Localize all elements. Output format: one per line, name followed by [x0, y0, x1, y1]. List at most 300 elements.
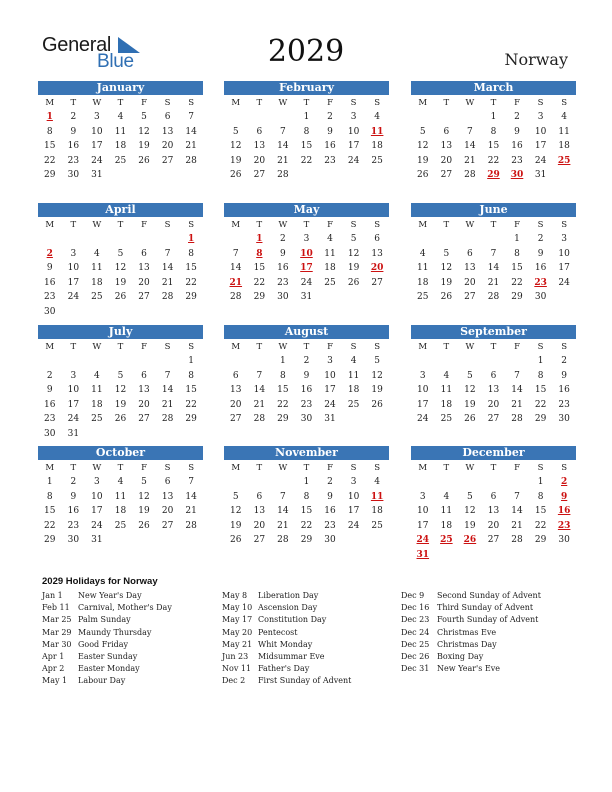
weekday-label: M [418, 463, 428, 473]
holiday-row [42, 639, 217, 651]
weekday-label: S [561, 342, 568, 352]
holiday-date: Feb 11 [42, 603, 70, 613]
day-cell: 6 [374, 234, 381, 244]
holiday-day-cell: 25 [440, 535, 453, 546]
day-cell: 20 [253, 155, 266, 166]
weekday-label: T [303, 98, 310, 108]
day-cell: 12 [417, 141, 429, 152]
holiday-day-cell: 23 [557, 520, 571, 531]
day-cell: 2 [70, 112, 77, 122]
holiday-date: Dec 31 [401, 664, 430, 674]
day-cell: 23 [300, 399, 313, 410]
weekday-label: S [350, 98, 357, 108]
day-grid [224, 232, 389, 305]
weekday-label: T [256, 463, 263, 473]
day-cell: 28 [277, 170, 289, 181]
holiday-name: Easter Sunday [78, 651, 138, 661]
weekday-label: T [490, 98, 497, 108]
day-cell: 28 [161, 414, 174, 425]
day-cell: 22 [185, 277, 197, 288]
weekday-label: M [418, 98, 428, 108]
holiday-name: Midsummar Eve [258, 651, 325, 661]
day-cell: 15 [253, 263, 266, 274]
holiday-day-cell: 1 [256, 234, 263, 244]
day-cell: 12 [230, 141, 242, 152]
day-cell: 18 [91, 277, 103, 288]
empty-day-cell [505, 475, 529, 490]
day-cell: 24 [91, 155, 103, 166]
holiday-date: Nov 11 [222, 664, 252, 674]
day-cell: 27 [464, 292, 476, 303]
day-cell: 11 [91, 385, 103, 396]
day-cell: 5 [141, 477, 147, 487]
day-cell: 31 [67, 428, 80, 439]
weekday-header-row [411, 96, 576, 110]
day-cell: 29 [185, 292, 197, 303]
empty-day-cell [411, 232, 435, 247]
day-cell: 17 [67, 277, 80, 288]
holiday-day-cell: 31 [416, 549, 430, 560]
month-july [38, 325, 203, 442]
day-cell: 31 [534, 170, 547, 181]
holiday-name: Liberation Day [258, 591, 319, 600]
holiday-day-cell: 16 [557, 506, 571, 517]
day-cell: 10 [91, 126, 103, 137]
day-cell: 29 [534, 414, 547, 425]
day-cell: 15 [487, 141, 500, 152]
weekday-label: T [490, 220, 497, 230]
weekday-label: F [514, 98, 520, 108]
day-cell: 22 [253, 277, 266, 288]
weekday-label: W [465, 220, 475, 230]
day-cell: 29 [534, 535, 547, 546]
day-cell: 18 [114, 506, 127, 517]
day-cell: 26 [114, 292, 127, 303]
day-grid [224, 354, 389, 427]
day-cell: 4 [374, 477, 381, 487]
day-cell: 4 [374, 112, 381, 122]
day-cell: 11 [440, 506, 453, 517]
holiday-row [401, 639, 576, 651]
weekday-label: F [327, 220, 333, 230]
holiday-row [42, 663, 217, 675]
empty-day-cell [411, 110, 435, 125]
day-cell: 2 [327, 112, 333, 122]
day-cell: 27 [161, 155, 174, 166]
holiday-day-cell: 23 [534, 277, 547, 288]
day-cell: 20 [161, 506, 174, 517]
day-cell: 5 [467, 370, 473, 381]
day-cell: 5 [419, 126, 426, 137]
weekday-label: S [164, 220, 171, 230]
day-cell: 30 [67, 170, 80, 181]
holiday-row [42, 614, 217, 626]
holiday-date: May 8 [222, 591, 248, 600]
day-grid [38, 354, 203, 442]
holiday-row [222, 639, 397, 651]
day-cell: 19 [230, 520, 242, 531]
holiday-date: May 10 [222, 603, 253, 613]
day-cell: 13 [487, 385, 500, 396]
weekday-label: S [350, 342, 357, 352]
day-cell: 4 [94, 248, 100, 259]
holiday-day-cell: 20 [370, 263, 384, 274]
day-cell: 14 [161, 263, 174, 274]
month-header: September [411, 325, 576, 339]
day-cell: 11 [114, 126, 127, 137]
day-cell: 9 [46, 263, 53, 274]
day-cell: 26 [347, 277, 360, 288]
day-cell: 13 [230, 385, 242, 396]
weekday-label: T [303, 342, 310, 352]
weekday-label: M [231, 463, 241, 473]
day-cell: 16 [44, 277, 56, 288]
day-cell: 25 [371, 520, 383, 531]
weekday-label: W [92, 463, 102, 473]
day-cell: 30 [67, 535, 80, 546]
day-cell: 10 [67, 263, 80, 274]
empty-day-cell [458, 232, 482, 247]
day-cell: 9 [537, 248, 544, 259]
day-cell: 16 [534, 263, 547, 274]
day-cell: 9 [70, 491, 77, 502]
empty-day-cell [109, 354, 133, 369]
day-cell: 24 [417, 414, 429, 425]
day-cell: 28 [464, 170, 476, 181]
empty-day-cell [62, 232, 86, 247]
holiday-date: Dec 24 [401, 627, 430, 637]
day-cell: 17 [324, 385, 336, 396]
weekday-label: W [92, 342, 102, 352]
day-cell: 3 [94, 112, 100, 122]
day-cell: 1 [537, 477, 544, 487]
holiday-row [222, 627, 397, 639]
day-cell: 4 [443, 491, 450, 502]
day-cell: 14 [277, 141, 289, 152]
day-cell: 7 [514, 491, 520, 502]
day-cell: 3 [303, 234, 310, 244]
weekday-label: S [164, 342, 171, 352]
day-cell: 27 [138, 292, 150, 303]
day-cell: 20 [230, 399, 242, 410]
month-header: July [38, 325, 203, 339]
weekday-label: M [231, 98, 241, 108]
day-cell: 13 [440, 141, 453, 152]
weekday-label: M [45, 463, 55, 473]
day-cell: 3 [70, 248, 77, 259]
day-cell: 23 [511, 155, 523, 166]
weekday-label: W [278, 220, 288, 230]
month-header: December [411, 446, 576, 460]
month-header: April [38, 203, 203, 217]
day-cell: 27 [161, 520, 174, 531]
weekday-label: W [465, 463, 475, 473]
holiday-column [42, 590, 217, 688]
day-cell: 10 [534, 126, 547, 137]
day-cell: 30 [44, 306, 56, 317]
day-cell: 10 [347, 491, 360, 502]
day-cell: 8 [303, 126, 310, 137]
day-cell: 10 [67, 385, 80, 396]
holiday-name: Christmas Day [437, 639, 497, 649]
weekday-label: M [45, 98, 55, 108]
holiday-date: Dec 26 [401, 651, 430, 661]
country-name: Norway [504, 50, 568, 69]
day-cell: 23 [277, 277, 289, 288]
day-cell: 3 [561, 234, 568, 244]
day-cell: 16 [67, 506, 80, 517]
day-cell: 17 [347, 506, 360, 517]
day-cell: 8 [514, 248, 520, 259]
day-cell: 30 [558, 535, 570, 546]
day-cell: 2 [303, 356, 310, 366]
holiday-name: New Year's Day [78, 591, 142, 600]
weekday-label: F [141, 463, 147, 473]
empty-day-cell [224, 110, 248, 125]
month-december [411, 446, 576, 563]
day-cell: 1 [537, 356, 544, 366]
day-cell: 7 [164, 248, 171, 259]
weekday-header-row [224, 96, 389, 110]
day-grid [38, 475, 203, 548]
day-cell: 20 [440, 155, 453, 166]
empty-day-cell [271, 110, 295, 125]
day-cell: 28 [161, 292, 174, 303]
day-cell: 10 [417, 506, 429, 517]
day-cell: 27 [487, 535, 500, 546]
empty-day-cell [435, 232, 459, 247]
day-cell: 8 [46, 491, 53, 502]
day-cell: 27 [487, 414, 500, 425]
day-cell: 4 [350, 356, 357, 366]
day-cell: 17 [347, 141, 360, 152]
day-cell: 13 [464, 263, 476, 274]
day-cell: 1 [490, 112, 497, 122]
holiday-row [222, 651, 397, 663]
holiday-name: Constitution Day [258, 615, 327, 625]
weekday-label: S [164, 463, 171, 473]
day-cell: 16 [324, 506, 336, 517]
day-cell: 15 [185, 385, 197, 396]
holiday-date: May 21 [222, 639, 253, 649]
day-cell: 6 [256, 126, 263, 137]
day-cell: 15 [300, 506, 313, 517]
day-cell: 9 [46, 385, 53, 396]
day-cell: 20 [253, 520, 266, 531]
day-cell: 15 [185, 263, 197, 274]
empty-day-cell [458, 354, 482, 369]
logo-blue-text: Blue [97, 51, 134, 72]
month-header: October [38, 446, 203, 460]
holiday-date: Mar 25 [42, 615, 72, 625]
weekday-label: T [70, 98, 77, 108]
day-grid [411, 475, 576, 563]
weekday-header-row [38, 218, 203, 232]
day-cell: 4 [117, 112, 124, 122]
weekday-label: S [188, 98, 195, 108]
day-cell: 1 [303, 477, 310, 487]
month-february [224, 81, 389, 183]
holiday-day-cell: 24 [416, 535, 430, 546]
day-cell: 30 [44, 428, 56, 439]
holiday-day-cell: 2 [561, 477, 568, 487]
day-cell: 21 [464, 155, 476, 166]
holiday-date: May 20 [222, 627, 253, 637]
day-cell: 2 [537, 234, 544, 244]
day-cell: 26 [440, 292, 453, 303]
holiday-column [401, 590, 576, 675]
day-cell: 9 [561, 370, 568, 381]
day-cell: 19 [464, 520, 476, 531]
day-cell: 22 [185, 399, 197, 410]
day-cell: 2 [70, 477, 77, 487]
day-cell: 11 [91, 263, 103, 274]
day-cell: 20 [161, 141, 174, 152]
empty-day-cell [156, 232, 180, 247]
weekday-label: S [350, 220, 357, 230]
day-cell: 19 [417, 155, 429, 166]
day-cell: 24 [347, 520, 360, 531]
day-cell: 7 [280, 491, 286, 502]
holiday-row [222, 590, 397, 602]
day-cell: 27 [253, 535, 266, 546]
day-cell: 27 [230, 414, 242, 425]
day-cell: 6 [443, 126, 450, 137]
day-cell: 31 [300, 292, 313, 303]
day-cell: 18 [114, 141, 127, 152]
day-cell: 18 [417, 277, 429, 288]
weekday-label: F [514, 220, 520, 230]
weekday-label: T [256, 220, 263, 230]
holiday-day-cell: 11 [370, 491, 384, 502]
holiday-name: Labour Day [78, 676, 126, 686]
empty-day-cell [248, 354, 272, 369]
weekday-label: S [188, 220, 195, 230]
day-cell: 14 [253, 385, 266, 396]
day-cell: 28 [185, 155, 197, 166]
day-cell: 28 [253, 414, 266, 425]
empty-day-cell [435, 354, 459, 369]
holiday-row [401, 663, 576, 675]
day-cell: 1 [188, 356, 195, 366]
weekday-label: S [374, 98, 381, 108]
holiday-row [401, 602, 576, 614]
day-cell: 18 [347, 385, 360, 396]
day-cell: 22 [300, 155, 313, 166]
day-cell: 13 [138, 385, 150, 396]
day-cell: 28 [487, 292, 500, 303]
day-cell: 25 [324, 277, 336, 288]
day-cell: 15 [44, 506, 56, 517]
day-cell: 17 [534, 141, 547, 152]
weekday-label: W [465, 98, 475, 108]
day-cell: 6 [164, 477, 171, 487]
weekday-label: S [537, 342, 544, 352]
day-cell: 20 [487, 520, 500, 531]
weekday-label: F [327, 342, 333, 352]
weekday-label: T [70, 342, 77, 352]
holiday-row [222, 675, 397, 687]
weekday-label: S [374, 463, 381, 473]
day-cell: 14 [487, 263, 500, 274]
day-cell: 11 [558, 126, 570, 137]
day-cell: 18 [371, 506, 383, 517]
day-cell: 12 [114, 263, 127, 274]
weekday-label: T [490, 342, 497, 352]
day-cell: 26 [417, 170, 429, 181]
empty-day-cell [482, 232, 506, 247]
day-cell: 6 [490, 491, 497, 502]
day-cell: 1 [514, 234, 520, 244]
day-cell: 29 [300, 535, 313, 546]
day-cell: 19 [464, 399, 476, 410]
day-cell: 7 [188, 112, 195, 122]
weekday-label: S [537, 463, 544, 473]
day-cell: 5 [374, 356, 381, 366]
holiday-date: May 1 [42, 676, 68, 686]
holiday-day-cell: 26 [463, 535, 477, 546]
weekday-label: T [303, 220, 310, 230]
day-cell: 7 [256, 370, 263, 381]
month-november [224, 446, 389, 548]
day-cell: 20 [138, 399, 150, 410]
holiday-name: Maundy Thursday [78, 627, 152, 637]
day-cell: 19 [347, 263, 360, 274]
day-cell: 8 [537, 370, 544, 381]
day-cell: 26 [138, 155, 150, 166]
day-grid [38, 110, 203, 183]
day-cell: 26 [114, 414, 127, 425]
day-cell: 14 [185, 126, 197, 137]
holiday-day-cell: 21 [229, 277, 243, 288]
day-cell: 8 [46, 126, 53, 137]
day-cell: 24 [558, 277, 570, 288]
day-cell: 16 [44, 399, 56, 410]
holiday-day-cell: 1 [46, 112, 53, 122]
weekday-label: T [70, 463, 77, 473]
holiday-day-cell: 10 [300, 248, 313, 259]
holiday-date: Apr 2 [42, 664, 65, 674]
day-cell: 25 [114, 155, 127, 166]
month-header: June [411, 203, 576, 217]
day-cell: 14 [511, 506, 523, 517]
empty-day-cell [85, 354, 109, 369]
day-cell: 18 [440, 399, 453, 410]
day-cell: 20 [138, 277, 150, 288]
weekday-header-row [411, 461, 576, 475]
weekday-label: F [514, 342, 520, 352]
day-grid [224, 475, 389, 548]
day-cell: 7 [232, 248, 239, 259]
weekday-label: M [231, 342, 241, 352]
day-cell: 29 [253, 292, 266, 303]
holiday-row [222, 663, 397, 675]
day-cell: 3 [70, 370, 77, 381]
weekday-label: F [514, 463, 520, 473]
empty-day-cell [271, 475, 295, 490]
day-cell: 26 [371, 399, 383, 410]
day-cell: 30 [277, 292, 289, 303]
holiday-row [401, 627, 576, 639]
month-june [411, 203, 576, 305]
weekday-label: W [92, 98, 102, 108]
weekday-label: S [164, 98, 171, 108]
weekday-label: W [465, 342, 475, 352]
day-cell: 3 [419, 370, 426, 381]
day-cell: 21 [277, 520, 289, 531]
empty-day-cell [132, 354, 156, 369]
day-cell: 22 [487, 155, 500, 166]
